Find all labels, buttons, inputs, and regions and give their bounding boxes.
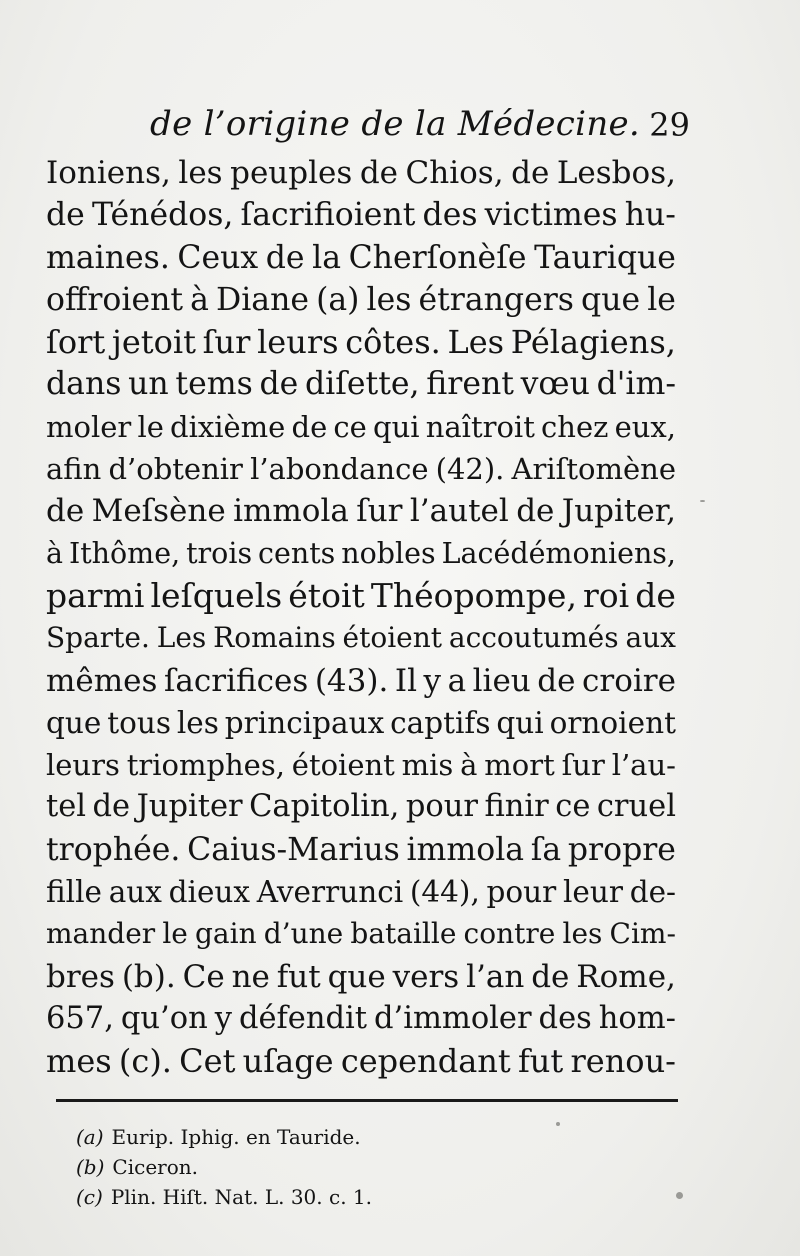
word: l’an (466, 958, 525, 995)
footnote (76, 1152, 596, 1182)
word: les (366, 281, 412, 318)
word: ne (231, 958, 270, 995)
word: bres (46, 958, 115, 995)
text-line (46, 1040, 676, 1082)
word: propre (567, 831, 676, 868)
text-line (46, 575, 676, 617)
text-line (46, 956, 676, 998)
word: (b). (121, 958, 176, 995)
word: tous (107, 705, 171, 740)
word: 657, (46, 1000, 114, 1036)
word: que (327, 958, 386, 995)
word: dixième (170, 409, 286, 444)
word: victimes (484, 197, 618, 234)
word: y (423, 662, 442, 699)
word: étoient (342, 621, 443, 655)
word: le (162, 917, 188, 951)
word: trois (186, 536, 253, 570)
word: à (46, 536, 63, 570)
word: que (581, 281, 641, 318)
word: ce (333, 409, 367, 444)
footnote-text: Plin. Hiſt. Nat. L. 30. c. 1. (110, 1185, 372, 1209)
paper-speck (556, 1122, 560, 1126)
word: de (92, 789, 131, 825)
word: de (46, 197, 85, 234)
text-line (46, 194, 676, 236)
word: des (538, 1000, 592, 1036)
word: (44), (409, 875, 480, 910)
word: contre (463, 917, 556, 951)
word: qui (496, 705, 544, 740)
word: étoit (288, 575, 365, 615)
text-line (46, 998, 676, 1040)
word: un (128, 366, 169, 403)
word: de (359, 155, 399, 191)
word: défendit (238, 1000, 368, 1036)
text-line (46, 406, 676, 448)
word: renou- (570, 1042, 676, 1081)
word: (43). (314, 662, 389, 699)
word: Capitolin, (249, 789, 400, 825)
word: diſette, (305, 366, 420, 403)
word: de (531, 958, 570, 995)
word: des (422, 197, 478, 234)
word: mêmes (46, 662, 158, 699)
word: hom- (598, 1000, 676, 1036)
word: fut (276, 958, 321, 995)
word: y (214, 1000, 232, 1036)
word: trophée. (46, 831, 181, 868)
word: tems (175, 366, 253, 403)
word: le (647, 281, 676, 318)
word: de (635, 575, 676, 615)
word: de (516, 493, 555, 530)
text-line (46, 913, 676, 955)
word: roi (583, 575, 630, 615)
word: aux (625, 621, 676, 655)
word: d’obtenir (108, 452, 243, 487)
word: mort (484, 748, 555, 783)
word: leur (562, 875, 623, 910)
word: mes (46, 1042, 112, 1081)
word: l’abondance (250, 452, 429, 487)
word: aux (108, 875, 162, 910)
word: dieux (168, 875, 251, 910)
word: Ioniens, (46, 155, 171, 191)
text-line (46, 829, 676, 871)
word: Les (447, 323, 505, 362)
word: cents (258, 536, 336, 570)
word: Sparte. (46, 621, 150, 655)
word: que (46, 705, 102, 740)
word: principaux (224, 705, 385, 740)
footnote-text: Ciceron. (112, 1155, 198, 1179)
word: les (176, 705, 219, 740)
footnote-mark: (c) (76, 1185, 103, 1209)
word: parmi (46, 575, 145, 615)
word: maines. (46, 239, 170, 276)
word: étoient (291, 748, 395, 783)
word: Chios, (405, 155, 504, 191)
text-line (46, 279, 676, 321)
page-header (150, 104, 690, 148)
word: Cet (179, 1042, 236, 1081)
word: immola (406, 831, 525, 868)
word: lieu (472, 662, 531, 699)
word: (42). (435, 452, 505, 487)
word: firent (426, 366, 514, 403)
word: cruel (596, 789, 676, 825)
footnote-rule (56, 1099, 678, 1102)
word: ſur (561, 748, 605, 783)
word: ſacrifioient (240, 197, 416, 234)
word: à (460, 748, 478, 783)
word: de (46, 493, 85, 530)
word: captifs (390, 705, 491, 740)
word: Rome, (576, 958, 676, 995)
word: de- (629, 875, 676, 910)
word: jetoit (111, 323, 196, 362)
word: peuples (230, 155, 353, 191)
word: hu- (624, 197, 676, 234)
word: bataille (350, 917, 457, 951)
text-line (46, 237, 676, 279)
text-line (46, 871, 676, 913)
word: de (265, 239, 305, 276)
word: mis (401, 748, 454, 783)
word: vers (392, 958, 460, 995)
word: de (259, 366, 299, 403)
text-line (46, 448, 676, 490)
word: Jupiter, (561, 493, 676, 530)
footnote-text: Eurip. Iphig. en Tauride. (111, 1125, 361, 1149)
word: Taurique (534, 239, 676, 276)
word: Ténédos, (91, 197, 234, 234)
word: ce (555, 789, 591, 825)
text-line (46, 490, 676, 532)
word: croire (582, 662, 676, 699)
word: Ariſtomène (511, 452, 676, 487)
text-line (46, 321, 676, 363)
word: (c). (118, 1042, 172, 1081)
word: Caius-Marius (187, 831, 400, 868)
footnote (76, 1122, 596, 1152)
word: leurs (46, 748, 120, 783)
word: eux, (614, 409, 676, 444)
word: Diane (215, 281, 310, 318)
word: Ce (182, 958, 225, 995)
word: les (562, 917, 603, 951)
footnote (76, 1182, 596, 1212)
footnote-mark: (a) (76, 1125, 104, 1149)
word: offroient (46, 281, 184, 318)
page-number: 29 (649, 106, 690, 144)
word: afin (46, 452, 102, 487)
word: les (178, 155, 223, 191)
word: fut (517, 1042, 564, 1081)
word: ſacrifices (163, 662, 309, 699)
word: Il (394, 662, 418, 699)
word: Jupiter (136, 789, 243, 825)
word: leſquels (150, 575, 283, 615)
word: d’une (263, 917, 344, 951)
text-line (46, 702, 676, 744)
word: la (312, 239, 341, 276)
word: ſur (202, 323, 251, 362)
word: tel (46, 789, 87, 825)
word: étrangers (418, 281, 574, 318)
text-line (46, 617, 676, 659)
text-line (46, 152, 676, 194)
word: ſa (530, 831, 562, 868)
text-line (46, 363, 676, 405)
paper-speck (676, 1192, 683, 1199)
word: mander (46, 917, 156, 951)
word: a (447, 662, 467, 699)
word: naîtroit (425, 409, 535, 444)
word: accoutumés (448, 621, 619, 655)
word: Cim- (609, 917, 676, 951)
word: qu’on (120, 1000, 208, 1036)
word: Théopompe, (370, 575, 577, 615)
word: côtes. (345, 323, 441, 362)
word: finir (484, 789, 549, 825)
word: moler (46, 409, 132, 444)
footnote-mark: (b) (76, 1155, 105, 1179)
footnotes (76, 1122, 596, 1212)
word: qui (373, 409, 420, 444)
word: l’autel (409, 493, 509, 530)
word: de (291, 409, 328, 444)
word: Ithôme, (68, 536, 181, 570)
word: immola (233, 493, 349, 530)
running-title: de l’origine de la Médecine. (150, 104, 641, 144)
word: (a) (316, 281, 360, 318)
word: ſur (356, 493, 403, 530)
word: triomphes, (126, 748, 285, 783)
word: d'im- (596, 366, 676, 403)
text-line (46, 533, 676, 575)
body-text (46, 152, 676, 1083)
word: à (190, 281, 209, 318)
word: Romains (213, 621, 336, 655)
text-line (46, 744, 676, 786)
word: Averrunci (256, 875, 404, 910)
word: pour (405, 789, 478, 825)
word: Pélagiens, (510, 323, 676, 362)
text-line (46, 660, 676, 702)
word: d’immoler (374, 1000, 532, 1036)
word: de (511, 155, 550, 191)
word: de (537, 662, 576, 699)
word: Ceux (177, 239, 259, 276)
word: Cherſonèſe (348, 239, 527, 276)
word: leurs (257, 323, 339, 362)
word: vœu (520, 366, 590, 403)
word: gain (195, 917, 257, 951)
word: ſort (46, 323, 106, 362)
word: pour (486, 875, 557, 910)
text-line (46, 786, 676, 828)
word: Les (156, 621, 207, 655)
word: uſage (242, 1042, 334, 1081)
word: Lesbos, (556, 155, 676, 191)
word: dans (46, 366, 122, 403)
word: Lacédémoniens, (441, 536, 676, 570)
word: nobles (341, 536, 436, 570)
word: cependant (340, 1042, 511, 1081)
word: Meſsène (91, 493, 226, 530)
word: chez (541, 409, 609, 444)
word: fille (46, 875, 103, 910)
word: l’au- (611, 748, 676, 783)
word: le (137, 409, 164, 444)
word: ornoient (549, 705, 676, 740)
paper-speck (700, 500, 705, 502)
